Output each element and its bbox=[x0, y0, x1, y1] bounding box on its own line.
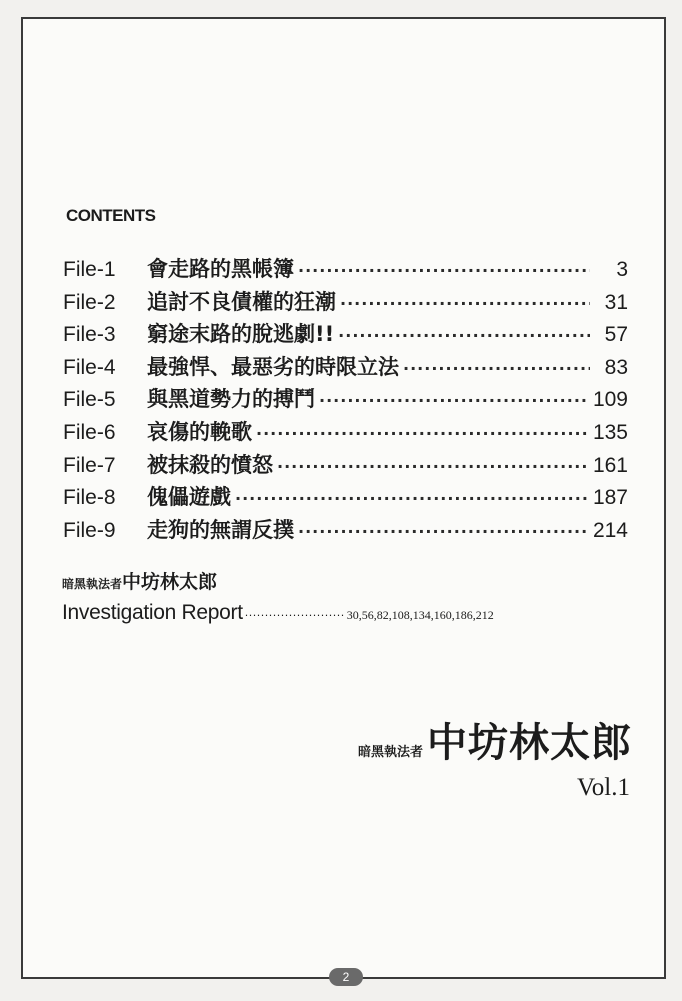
toc-chapter-title: 窮途末路的脫逃劇!! bbox=[147, 322, 335, 347]
toc-leader-dots bbox=[298, 522, 589, 541]
toc-file-label: File-1 bbox=[63, 258, 116, 281]
toc-leader-dots bbox=[235, 489, 589, 508]
toc-row-1[interactable] bbox=[63, 253, 628, 286]
investigation-report-label: Investigation Report bbox=[62, 601, 243, 624]
toc-leader-dots bbox=[319, 391, 589, 410]
book-title bbox=[358, 711, 632, 768]
toc-page-number: 109 bbox=[592, 388, 628, 412]
table-of-contents bbox=[63, 253, 628, 546]
toc-page-number: 135 bbox=[592, 420, 628, 444]
toc-page-number: 214 bbox=[592, 518, 628, 542]
toc-file-label: File-3 bbox=[63, 323, 116, 347]
volume-label: Vol.1 bbox=[576, 774, 630, 801]
toc-file-label: File-2 bbox=[63, 290, 116, 314]
author-heading bbox=[62, 567, 217, 594]
toc-file-label: File-4 bbox=[63, 355, 116, 379]
investigation-report-pages: 30,56,82,108,134,160,186,212 bbox=[346, 608, 494, 622]
toc-page-number: 3 bbox=[616, 258, 628, 281]
toc-file-label: File-8 bbox=[63, 486, 116, 510]
toc-file-label: File-6 bbox=[63, 420, 116, 444]
toc-file-label: File-5 bbox=[63, 388, 116, 412]
toc-row-6[interactable] bbox=[63, 416, 628, 449]
toc-chapter-title: 最強悍、最惡劣的時限立法 bbox=[147, 354, 399, 379]
author-prefix: 暗黑執法者 bbox=[62, 577, 123, 591]
toc-leader-dots bbox=[298, 261, 590, 280]
book-title-name: 中坊林太郎 bbox=[427, 720, 632, 766]
toc-page-number: 31 bbox=[604, 290, 628, 314]
toc-row-9[interactable] bbox=[63, 514, 628, 547]
author-name: 中坊林太郎 bbox=[122, 571, 218, 593]
toc-row-3[interactable] bbox=[63, 318, 628, 351]
toc-page-number: 161 bbox=[592, 453, 628, 477]
toc-file-label: File-7 bbox=[63, 453, 116, 477]
page-number-badge: 2 bbox=[329, 968, 363, 986]
toc-chapter-title: 被抹殺的憤怒 bbox=[147, 452, 273, 477]
toc-chapter-title: 走狗的無謂反撲 bbox=[147, 517, 294, 542]
toc-row-5[interactable] bbox=[63, 383, 628, 416]
toc-chapter-title: 追討不良債權的狂潮 bbox=[147, 289, 336, 314]
toc-leader-dots bbox=[403, 359, 590, 378]
toc-row-2[interactable] bbox=[63, 286, 628, 319]
toc-leader-dots bbox=[277, 457, 589, 476]
toc-leader-dots bbox=[256, 424, 589, 443]
toc-file-label: File-9 bbox=[63, 518, 116, 542]
investigation-report-entry[interactable] bbox=[62, 601, 494, 625]
book-title-prefix: 暗黑執法者 bbox=[357, 745, 423, 760]
toc-page-number: 187 bbox=[592, 486, 628, 510]
toc-chapter-title: 傀儡遊戲 bbox=[147, 485, 231, 510]
toc-chapter-title: 會走路的黑帳簿 bbox=[147, 257, 294, 281]
toc-page-number: 57 bbox=[604, 323, 628, 347]
toc-leader-dots bbox=[340, 294, 590, 313]
toc-row-7[interactable] bbox=[63, 449, 628, 482]
toc-chapter-title: 哀傷的輓歌 bbox=[147, 419, 252, 444]
toc-row-4[interactable] bbox=[63, 351, 628, 384]
toc-leader-dots bbox=[338, 326, 590, 345]
report-leader-dots bbox=[245, 609, 345, 622]
toc-chapter-title: 與黑道勢力的搏鬥 bbox=[147, 387, 315, 412]
contents-heading: CONTENTS bbox=[66, 206, 156, 225]
toc-page-number: 83 bbox=[604, 355, 628, 379]
toc-row-8[interactable] bbox=[63, 481, 628, 514]
